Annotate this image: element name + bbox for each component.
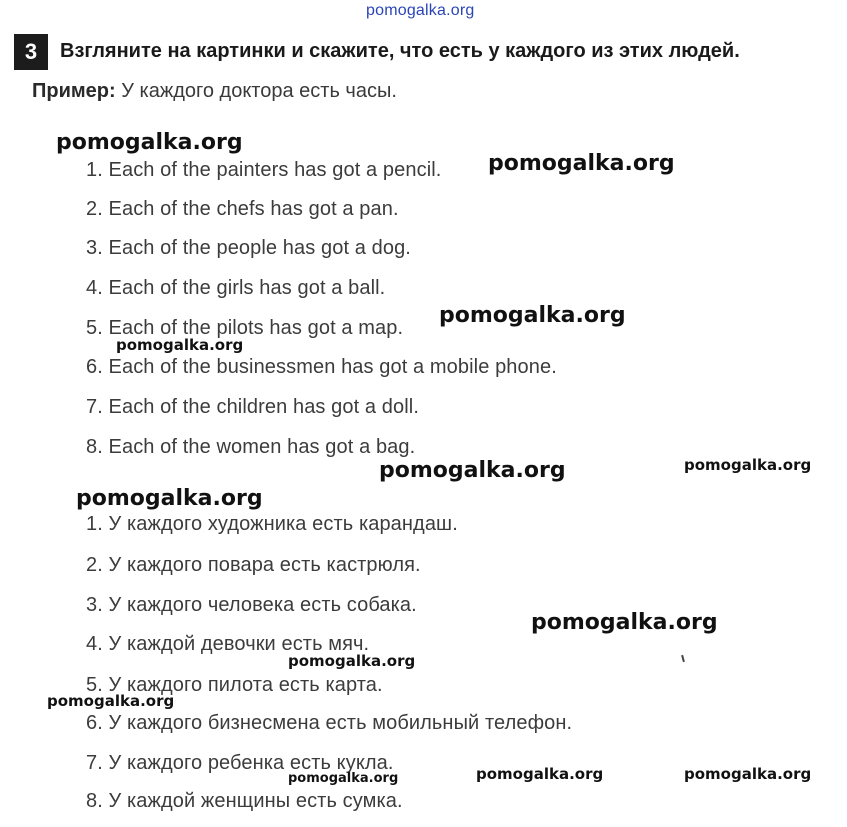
task-number-badge: 3 <box>14 34 48 70</box>
watermark: pomogalka.org <box>684 456 812 474</box>
task-title: Взгляните на картинки и скажите, что есть у каждого из этих людей. <box>60 40 740 62</box>
example-text: У каждого доктора есть часы. <box>121 80 397 102</box>
english-answer-5: 5. Each of the pilots has got a map. <box>86 317 404 339</box>
russian-answer-4: 4. У каждой девочки есть мяч. <box>86 633 370 655</box>
russian-answer-5: 5. У каждого пилота есть карта. <box>86 674 383 696</box>
watermark: pomogalka.org <box>476 765 604 783</box>
russian-answer-7: 7. У каждого ребенка есть кукла. <box>86 752 394 774</box>
watermark: pomogalka.org <box>379 458 566 483</box>
watermark: pomogalka.org <box>47 692 175 710</box>
watermark: pomogalka.org <box>531 610 718 635</box>
russian-answer-6: 6. У каждого бизнесмена есть мобильный телефон. <box>86 712 573 734</box>
russian-answer-1: 1. У каждого художника есть карандаш. <box>86 513 458 535</box>
stray-mark <box>681 655 685 662</box>
english-answer-7: 7. Each of the children has got a doll. <box>86 396 420 418</box>
russian-answer-8: 8. У каждой женщины есть сумка. <box>86 790 403 812</box>
english-answer-1: 1. Each of the painters has got a pencil. <box>86 159 442 181</box>
english-answer-3: 3. Each of the people has got a dog. <box>86 237 411 259</box>
watermark: pomogalka.org <box>116 336 244 354</box>
watermark: pomogalka.org <box>288 652 416 670</box>
watermark: pomogalka.org <box>439 303 626 328</box>
watermark: pomogalka.org <box>488 151 675 176</box>
example-label: Пример: <box>32 80 116 102</box>
top-watermark: pomogalka.org <box>366 2 475 19</box>
watermark: pomogalka.org <box>76 486 263 511</box>
english-answer-8: 8. Each of the women has got a bag. <box>86 436 416 458</box>
watermark: pomogalka.org <box>56 130 243 155</box>
english-answer-2: 2. Each of the chefs has got a pan. <box>86 198 399 220</box>
russian-answer-3: 3. У каждого человека есть собака. <box>86 594 417 616</box>
watermark: pomogalka.org <box>684 765 812 783</box>
watermark: pomogalka.org <box>288 771 399 786</box>
example-line <box>32 80 397 103</box>
russian-answer-2: 2. У каждого повара есть кастрюля. <box>86 554 421 576</box>
english-answer-4: 4. Each of the girls has got a ball. <box>86 277 386 299</box>
english-answer-6: 6. Each of the businessmen has got a mobile phone. <box>86 356 557 378</box>
